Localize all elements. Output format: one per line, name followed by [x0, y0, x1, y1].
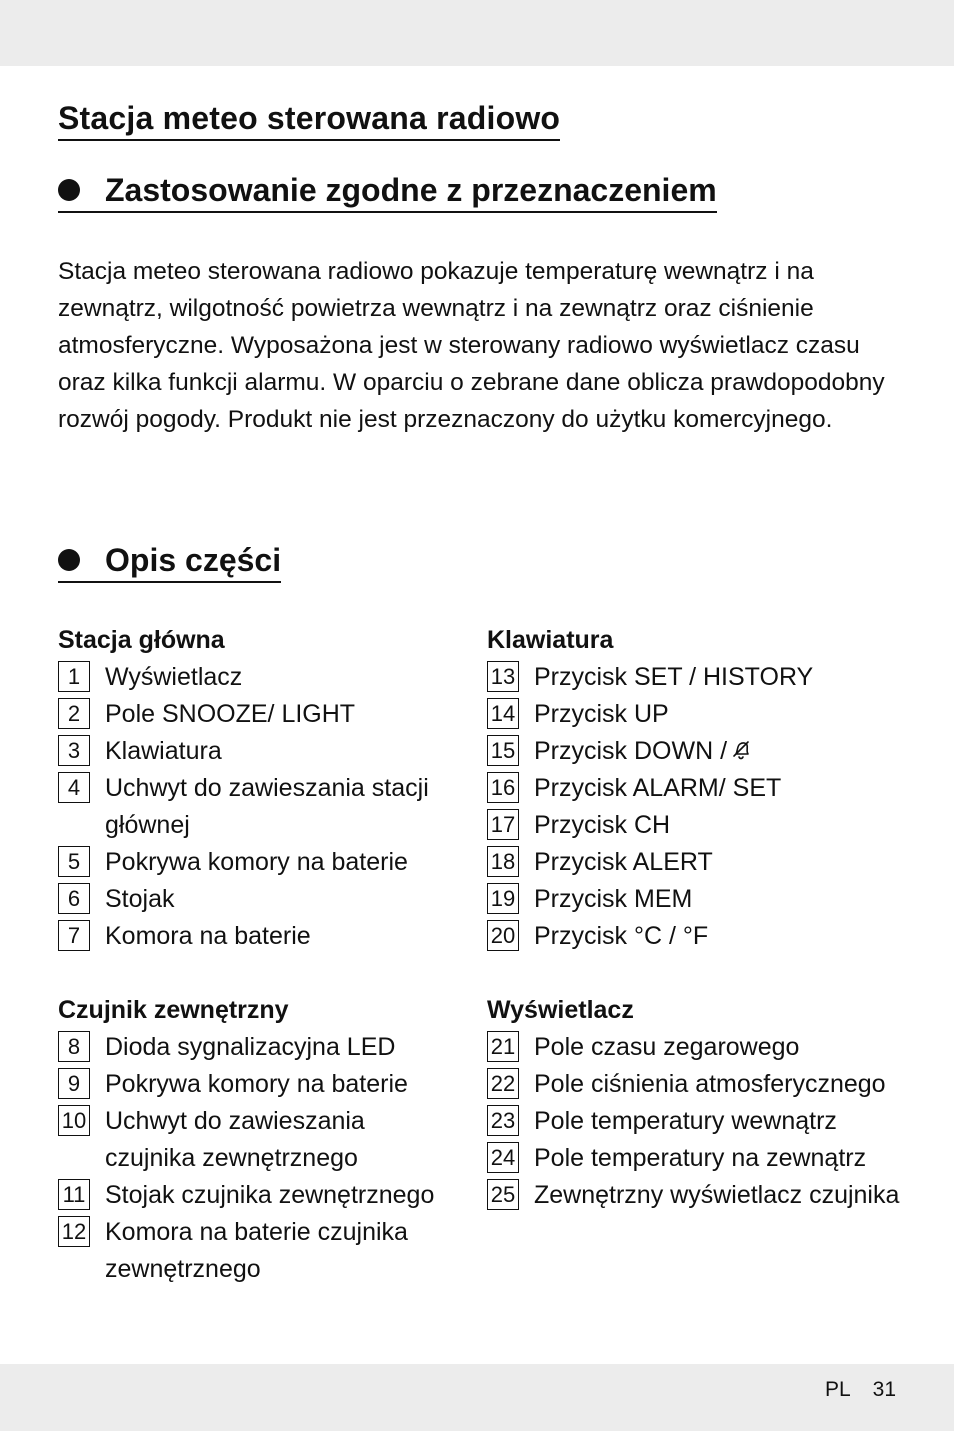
- part-number: 4: [58, 772, 90, 803]
- part-item: [58, 1177, 458, 1214]
- intro-paragraph: Stacja meteo sterowana radiowo pokazuje temperaturę wewnątrz i na zewnątrz, wilgotność powietrza wewnątrz i na zewnątrz oraz ciśnienie atmosferyczne. Wyposażona jest w sterowany radiowo wyświetlacz czasu oraz kilka funkcji alarmu. W oparciu o zebrane dane oblicza prawdopodobny rozwój pogody. Produkt nie jest przeznaczony do użytku komercyjnego.: [58, 258, 885, 433]
- part-item: [58, 844, 458, 881]
- part-label: Stojak czujnika zewnętrznego: [105, 1181, 435, 1209]
- part-item: [487, 1029, 907, 1066]
- part-item: [487, 844, 907, 881]
- part-label: Przycisk ALARM/ SET: [534, 774, 782, 802]
- group-keypad: [487, 622, 907, 955]
- part-label: Pole ciśnienia atmosferycznego: [534, 1070, 886, 1098]
- part-label: Pole czasu zegarowego: [534, 1033, 800, 1061]
- part-label: Stojak: [105, 885, 175, 913]
- part-item: [58, 733, 458, 770]
- part-number: 22: [487, 1068, 519, 1099]
- part-number: 9: [58, 1068, 90, 1099]
- part-item: [58, 881, 458, 918]
- group-title: Czujnik zewnętrzny: [58, 996, 289, 1024]
- part-item: [487, 659, 907, 696]
- part-number: 14: [487, 698, 519, 729]
- part-item: [487, 733, 907, 770]
- part-number: 23: [487, 1105, 519, 1136]
- part-number: 10: [58, 1105, 90, 1136]
- part-label: Przycisk CH: [534, 811, 671, 839]
- part-label: Komora na baterie czujnika zewnętrznego: [105, 1218, 408, 1283]
- part-number: 5: [58, 846, 90, 877]
- group-display: [487, 992, 907, 1214]
- part-item: [58, 770, 458, 844]
- part-item: [58, 918, 458, 955]
- part-label: [534, 733, 753, 770]
- part-number: 8: [58, 1031, 90, 1062]
- part-label: Uchwyt do zawieszania czujnika zewnętrznego: [105, 1107, 365, 1172]
- language-code: PL: [824, 1378, 851, 1401]
- part-number: 15: [487, 735, 519, 766]
- part-number: 19: [487, 883, 519, 914]
- part-label: Pole temperatury na zewnątrz: [534, 1144, 867, 1172]
- part-number: 13: [487, 661, 519, 692]
- part-label: Pokrywa komory na baterie: [105, 1070, 408, 1098]
- part-item: [58, 1066, 458, 1103]
- part-item: [58, 1029, 458, 1066]
- part-number: 11: [58, 1179, 90, 1210]
- part-label: Wyświetlacz: [105, 663, 243, 691]
- bullet-icon: [58, 179, 80, 201]
- part-label: Przycisk MEM: [534, 885, 693, 913]
- parts-column-left: [58, 622, 458, 1288]
- part-number: 12: [58, 1216, 90, 1247]
- group-title: Stacja główna: [58, 626, 225, 654]
- group-outdoor-sensor: [58, 992, 458, 1288]
- section-heading-intended-use: [58, 172, 717, 213]
- part-item: [487, 1066, 907, 1103]
- section-heading-text: Opis części: [105, 542, 282, 578]
- section-heading-text: Zastosowanie zgodne z przeznaczeniem: [105, 172, 717, 208]
- bullet-icon: [58, 549, 80, 571]
- section-heading-parts: [58, 542, 281, 583]
- part-number: 17: [487, 809, 519, 840]
- part-number: 16: [487, 772, 519, 803]
- part-number: 25: [487, 1179, 519, 1210]
- part-label: Zewnętrzny wyświetlacz czujnika: [534, 1181, 900, 1209]
- part-label: Przycisk SET / HISTORY: [534, 663, 814, 691]
- part-item: [58, 1214, 458, 1288]
- part-item: [487, 1103, 907, 1140]
- page-number: 31: [872, 1378, 896, 1401]
- bottom-band: [0, 1364, 954, 1431]
- part-label: Komora na baterie: [105, 922, 311, 950]
- parts-column-right: [487, 622, 907, 1214]
- part-item: [487, 1177, 907, 1214]
- part-label: Przycisk UP: [534, 700, 669, 728]
- part-number: 18: [487, 846, 519, 877]
- part-number: 24: [487, 1142, 519, 1173]
- part-label: Przycisk ALERT: [534, 848, 713, 876]
- part-item: [58, 1103, 458, 1177]
- part-number: 3: [58, 735, 90, 766]
- group-main-station: [58, 622, 458, 955]
- part-number: 7: [58, 920, 90, 951]
- part-item: [487, 1140, 907, 1177]
- part-number: 20: [487, 920, 519, 951]
- page-title: Stacja meteo sterowana radiowo: [58, 100, 560, 141]
- part-label: Pole SNOOZE/ LIGHT: [105, 700, 356, 728]
- part-item: [487, 881, 907, 918]
- top-band: [0, 0, 954, 66]
- part-item: [487, 807, 907, 844]
- page-footer: [825, 1378, 896, 1402]
- part-item: [58, 659, 458, 696]
- part-label: Pole temperatury wewnątrz: [534, 1107, 837, 1135]
- part-item: [487, 770, 907, 807]
- part-label-text: Przycisk DOWN /: [534, 737, 728, 765]
- part-number: 21: [487, 1031, 519, 1062]
- group-title: Klawiatura: [487, 626, 614, 654]
- bell-off-icon: [729, 738, 753, 762]
- part-number: 6: [58, 883, 90, 914]
- part-item: [58, 696, 458, 733]
- part-item: [487, 696, 907, 733]
- part-label: Dioda sygnalizacyjna LED: [105, 1033, 396, 1061]
- part-label: Przycisk °C / °F: [534, 922, 709, 950]
- part-number: 2: [58, 698, 90, 729]
- group-title: Wyświetlacz: [487, 996, 634, 1024]
- part-label: Pokrywa komory na baterie: [105, 848, 408, 876]
- part-label: Klawiatura: [105, 737, 222, 765]
- part-item: [487, 918, 907, 955]
- part-label: Uchwyt do zawieszania stacji głównej: [105, 774, 429, 839]
- part-number: 1: [58, 661, 90, 692]
